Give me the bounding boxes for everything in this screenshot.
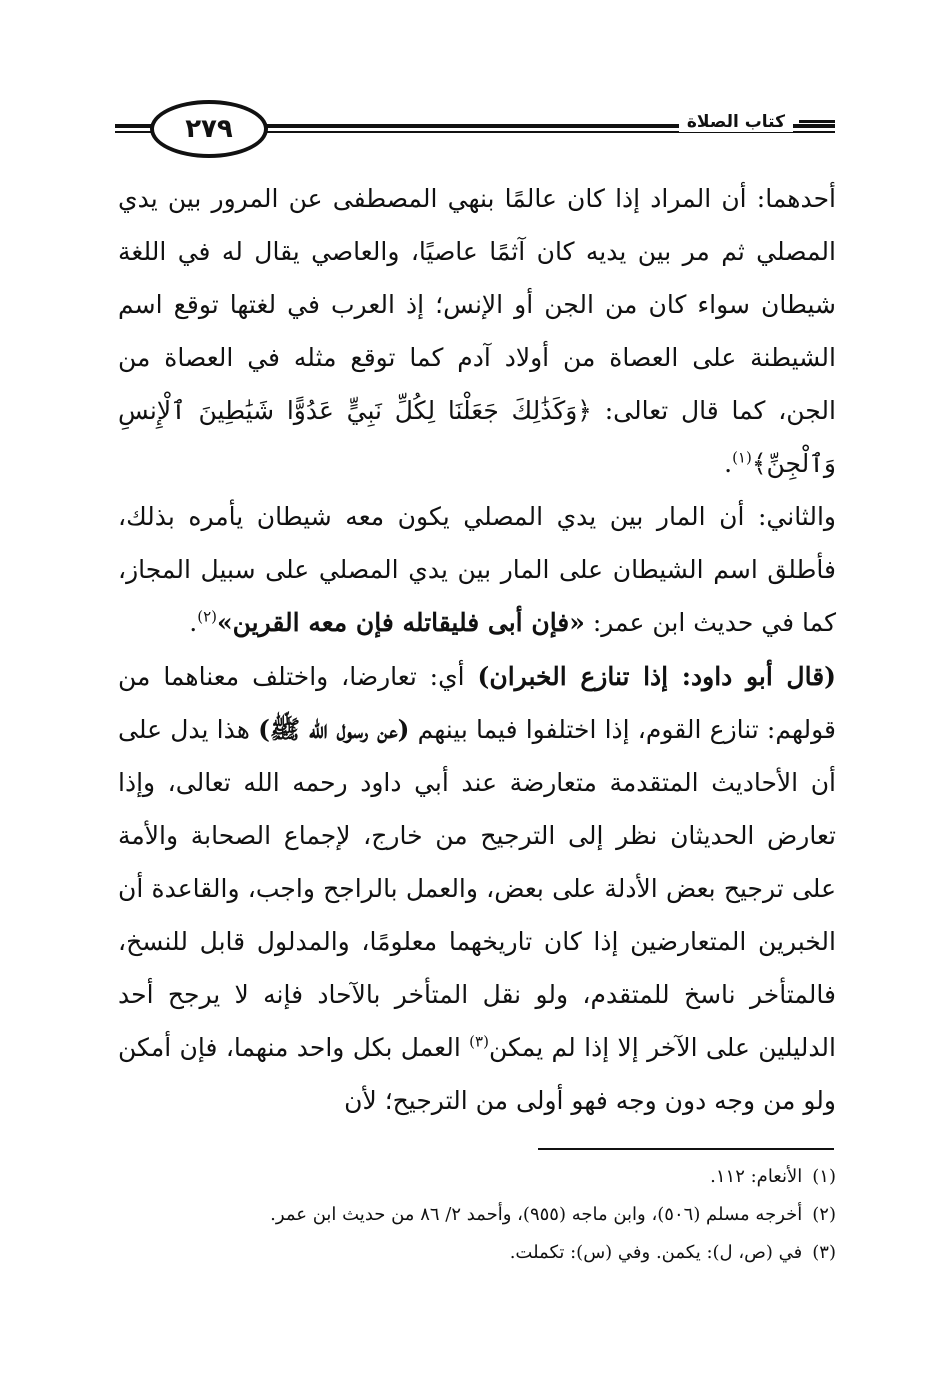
footnote bbox=[118, 1158, 836, 1196]
footnote bbox=[118, 1234, 836, 1272]
book-title: كتاب الصلاة bbox=[679, 112, 793, 132]
paragraph-text: أحدهما: أن المراد إذا كان عالمًا بنهي المصطفى عن المرور بين يدي المصلي ثم مر بين يديه كان آثمًا عاصيًا، والعاصي يقال له في اللغة شيطان سواء كان من الجن أو الإنس؛ إذ العرب في لغتها توقع اسم الشيطنة على العصاة من أولاد آدم كما توقع مثله في العصاة من الجن، كما قال تعالى: bbox=[118, 184, 836, 425]
footnote-ref: (٢) bbox=[197, 607, 217, 626]
matn-quote: (قال أبو داود: إذا تنازع الخبران) bbox=[477, 662, 836, 691]
footnote-number: (٣) bbox=[812, 1242, 836, 1263]
paragraph-end: . bbox=[189, 608, 198, 637]
paragraph-text: هذا يدل على أن الأحاديث المتقدمة متعارضة عند أبي داود رحمه الله تعالى، وإذا تعارض الحديثان نظر إلى الترجيح من خارج، لإجماع الصحابة والأمة على ترجيح بعض الأدلة على بعض، والعمل بالراجح واجب، والقاعدة أن الخبرين المتعارضين إذا كان تاريخهما معلومًا، والمدلول قابل للنسخ، فالمتأخر ناسخ للمتقدم، ولو نقل المتأخر بالآحاد فإنه لا يرجح أحد الدليلين على الآخر إلا إذا لم يمكن bbox=[118, 715, 836, 1062]
paragraph-text: العمل بكل واحد منهما، فإن أمكن ولو من وجه دون وجه فهو أولى من الترجيح؛ لأن bbox=[118, 1033, 836, 1115]
footnote-text: في (ص، ل): يكمن. وفي (س): تكملت. bbox=[509, 1242, 803, 1263]
paragraph-abu-dawud bbox=[118, 650, 836, 1127]
paragraph-first-interpretation bbox=[118, 172, 836, 490]
header-title-tick bbox=[799, 120, 835, 123]
page-number-badge bbox=[150, 100, 268, 158]
matn-quote: (عن رسول الله ﷺ) bbox=[258, 715, 410, 744]
page-number: ٢٧٩ bbox=[185, 114, 233, 144]
paragraph-text: أي: تعارضا، واختلف معناهما من قولهم: تنازع القوم، إذا اختلفوا فيما بينهم bbox=[118, 662, 836, 744]
paragraph-end: . bbox=[724, 449, 733, 478]
footnote-ref: (١) bbox=[732, 448, 752, 467]
footnote-separator bbox=[538, 1148, 834, 1150]
footnote bbox=[118, 1196, 836, 1234]
footnotes bbox=[118, 1158, 836, 1272]
quran-verse: ﴿وَكَذَٰلِكَ جَعَلْنَا لِكُلِّ نَبِيٍّ عَدُوًّا شَيَٰطِينَ ٱلْإِنسِ وَٱلْجِنِّ﴾ bbox=[118, 396, 836, 478]
hadith-quote: «فإن أبى فليقاتله فإن معه القرين» bbox=[217, 608, 585, 637]
header-rule-left bbox=[115, 124, 155, 128]
footnote-text: الأنعام: ١١٢. bbox=[710, 1166, 803, 1187]
footnote-text: أخرجه مسلم (٥٠٦)، وابن ماجه (٩٥٥)، وأحمد ٢/ ٨٦ من حديث ابن عمر. bbox=[270, 1204, 803, 1225]
footnote-number: (٢) bbox=[812, 1204, 836, 1225]
paragraph-second-interpretation bbox=[118, 490, 836, 649]
page-header bbox=[115, 98, 835, 168]
paragraph-text: والثاني: أن المار بين يدي المصلي يكون معه شيطان يأمره بذلك، فأطلق اسم الشيطان على المار بين يدي المصلي على سبيل المجاز، كما في حديث ابن عمر: bbox=[118, 502, 836, 637]
header-rule-left-thin bbox=[115, 131, 155, 133]
footnote-ref: (٣) bbox=[469, 1032, 489, 1051]
footnote-number: (١) bbox=[812, 1166, 836, 1187]
